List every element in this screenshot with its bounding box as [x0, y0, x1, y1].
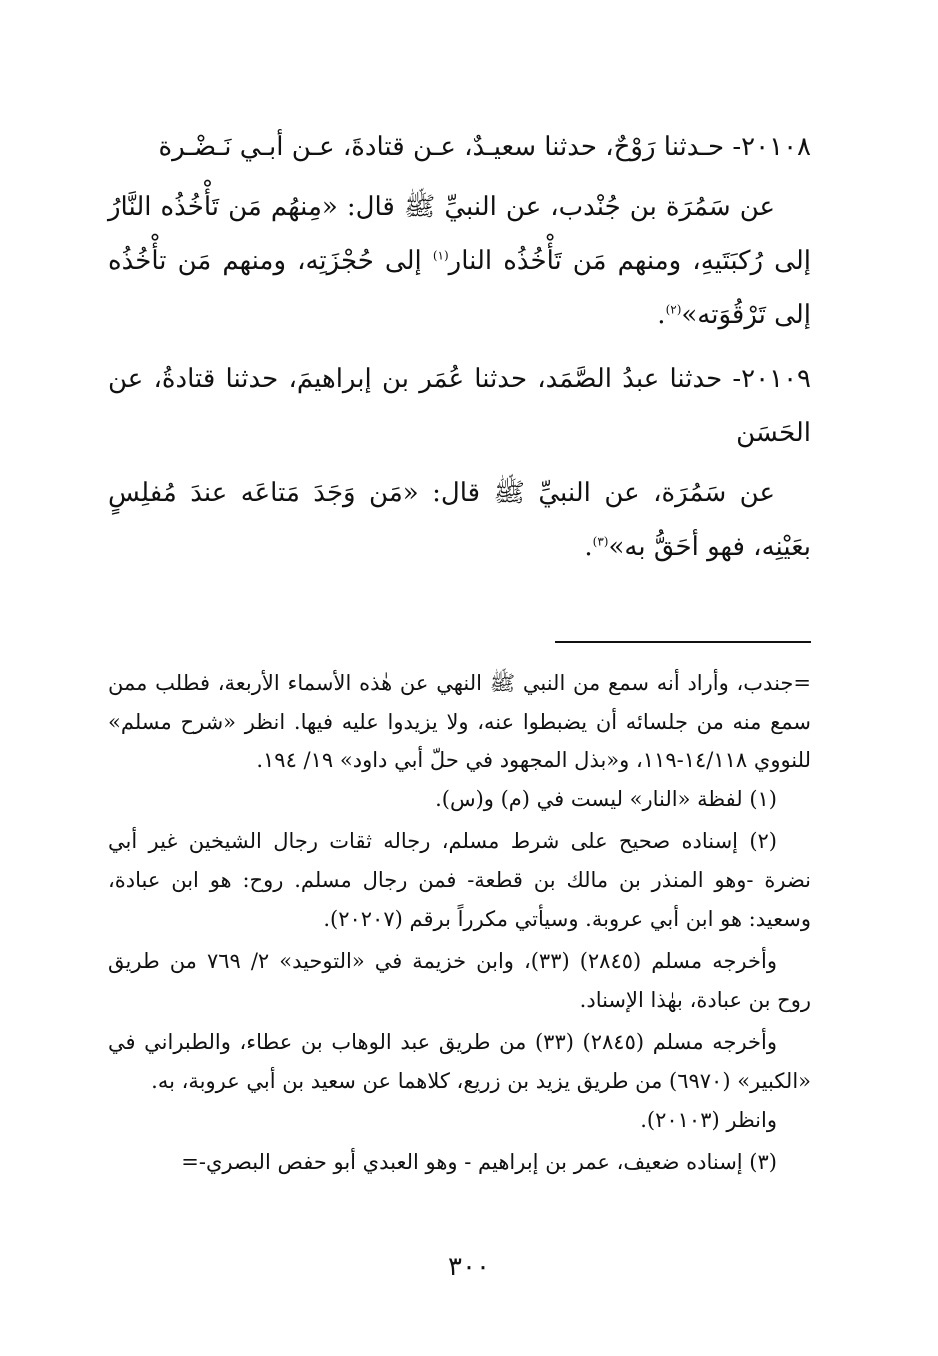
footnote-ref-2[interactable]: (٢)	[665, 302, 682, 317]
footnote-3: (٣) إسناده ضعيف، عمر بن إبراهيم - وهو العبدي أبو حفص البصري-=	[181, 1150, 777, 1175]
hadith-20108-text	[108, 180, 811, 342]
hadith-20108-text-a: عن سَمُرَة بن جُنْدب، عن النبيِّ ﷺ قال: «مِنهُم مَن تَأْخُذُه النَّارُ إلى رُكبَتَيهِ، ومنهم مَن تَأْخُذُه النار	[108, 192, 812, 276]
hadith-20109-text	[108, 466, 811, 574]
hadith-20109-chain-text: ٢٠١٠٩- حدثنا عبدُ الصَّمَد، حدثنا عُمَر بن إبراهيمَ، حدثنا قتادةُ، عن الحَسَن	[108, 364, 811, 448]
footnote-2: (٢) إسناده صحيح على شرط مسلم، رجاله ثقات رجال الشيخين غير أبي نضرة -وهو المنذر بن مالك بن قطعة- فمن رجال مسلم. روح: هو ابن عبادة، وسعيد: هو ابن أبي عروبة. وسيأتي مكرراً برقم (٢٠٢٠٧).	[108, 829, 811, 931]
footnotes	[108, 664, 811, 1182]
footnote-2-para-b: وأخرجه مسلم (٢٨٤٥) (٣٣)، وابن خزيمة في «التوحيد» ٢/ ٧٦٩ من طريق روح بن عبادة، بهٰذا الإسناد.	[108, 949, 811, 1012]
hadith-20108-text-c: .	[657, 300, 666, 330]
footnote-divider	[555, 641, 811, 643]
footnote-continuation: =جندب، وأراد أنه سمع من النبي ﷺ النهي عن هٰذه الأسماء الأربعة، فطلب ممن سمع منه من جلسائه أن يضبطوا عنه، ولا يزيدوا عليه فيها. انظر «شرح مسلم» للنووي ١٤/١١٨-١١٩، و«بذل المجهود في حلّ أبي داود» ١٩/ ١٩٤.	[108, 671, 811, 773]
footnote-ref-1[interactable]: (١)	[432, 248, 449, 263]
hadith-20109-text-a: عن سَمُرَة، عن النبيِّ ﷺ قال: «مَن وَجَدَ مَتاعَه عندَ مُفلِسٍ بعَيْنِه، فهو أحَقُّ به»	[108, 478, 811, 562]
hadith-20108-chain	[108, 120, 811, 174]
hadith-20109-chain	[108, 352, 811, 460]
hadith-20109-text-c: .	[584, 532, 593, 562]
hadith-20108-chain-text: ٢٠١٠٨- حـدثنا رَوْحٌ، حدثنا سعيـدٌ، عـن قتادةَ، عـن أبـي نَـضْـرة	[158, 132, 811, 162]
page-number: ٣٠٠	[448, 1252, 490, 1282]
footnote-2-para-d: وانظر (٢٠١٠٣).	[640, 1107, 777, 1132]
footnote-ref-3[interactable]: (٣)	[592, 534, 609, 549]
footnote-2-para-c: وأخرجه مسلم (٢٨٤٥) (٣٣) من طريق عبد الوهاب بن عطاء، والطبراني في «الكبير» (٦٩٧٠) من طريق يزيد بن زريع، كلاهما عن سعيد بن أبي عروبة، به.	[108, 1030, 811, 1093]
main-text	[108, 120, 811, 584]
hadith-20108-text-b: إلى حُجْزَتِه، ومنهم مَن تأْخُذُه إلى تَرْقُوَته»	[108, 246, 811, 330]
footnote-1: (١) لفظة «النار» ليست في (م) و(س).	[435, 786, 777, 811]
